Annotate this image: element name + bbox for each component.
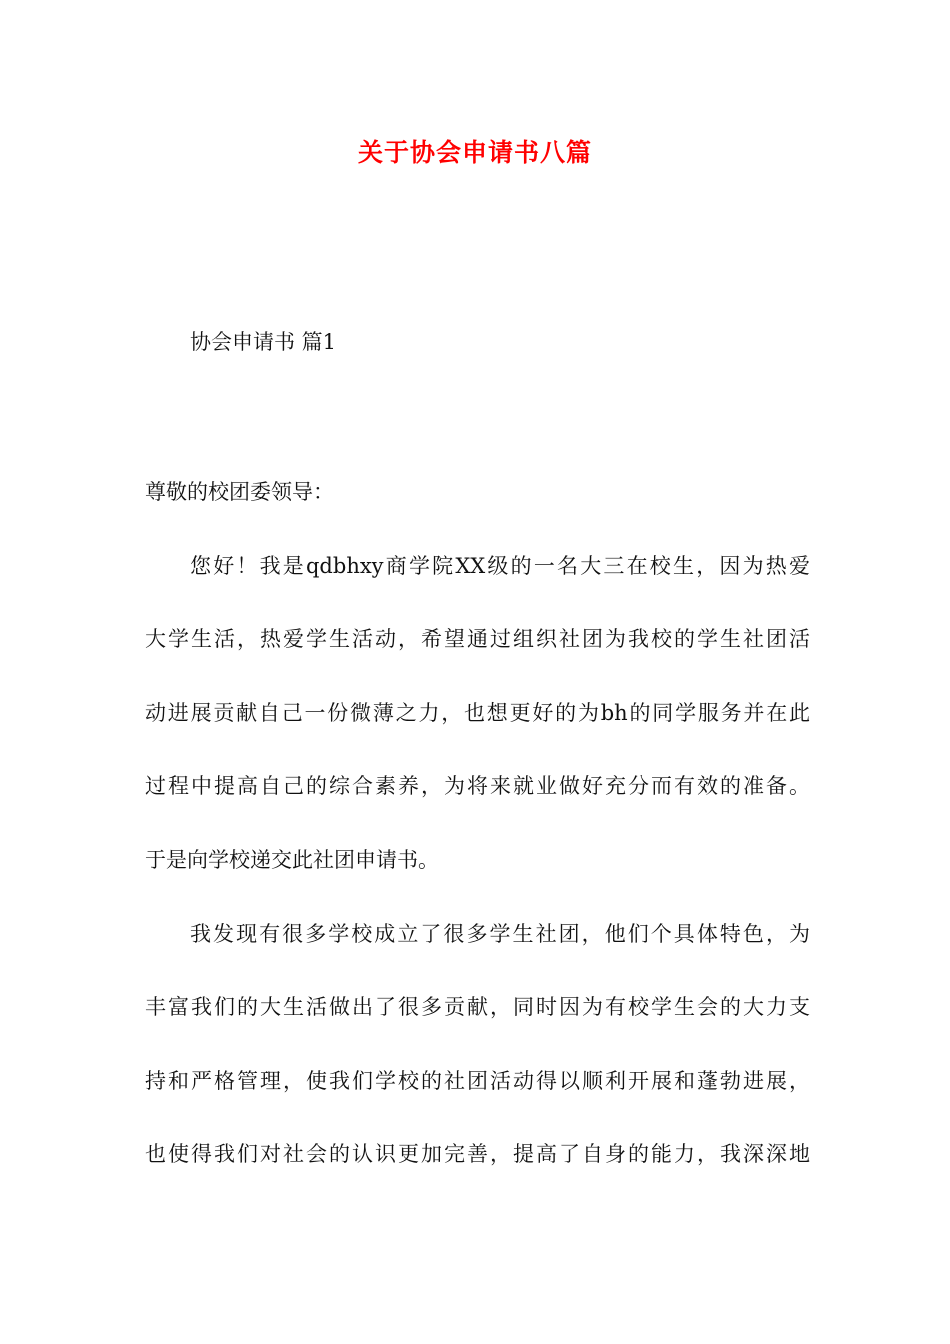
paragraph-line: 于是向学校递交此社团申请书。 xyxy=(145,848,439,872)
salutation: 尊敬的校团委领导： xyxy=(145,480,334,504)
paragraph-line: 动进展贡献自己一份微薄之力，也想更好的为bh的同学服务并在此 xyxy=(145,701,810,725)
paragraph-line: 大学生活，热爱学生活动，希望通过组织社团为我校的学生社团活 xyxy=(145,627,810,651)
section-heading: 协会申请书 篇1 xyxy=(190,330,337,354)
paragraph-line: 我发现有很多学校成立了很多学生社团，他们个具体特色，为 xyxy=(190,922,810,946)
paragraph-line: 丰富我们的大生活做出了很多贡献，同时因为有校学生会的大力支 xyxy=(145,995,810,1019)
paragraph-line: 持和严格管理，使我们学校的社团活动得以顺利开展和蓬勃进展， xyxy=(145,1069,810,1093)
document-title: 关于协会申请书八篇 xyxy=(357,138,592,167)
paragraph-line: 过程中提高自己的综合素养，为将来就业做好充分而有效的准备。 xyxy=(145,774,810,798)
paragraph-line: 也使得我们对社会的认识更加完善，提高了自身的能力，我深深地 xyxy=(145,1142,810,1166)
paragraph-line: 您好！我是qdbhxy商学院XX级的一名大三在校生，因为热爱 xyxy=(190,554,810,578)
